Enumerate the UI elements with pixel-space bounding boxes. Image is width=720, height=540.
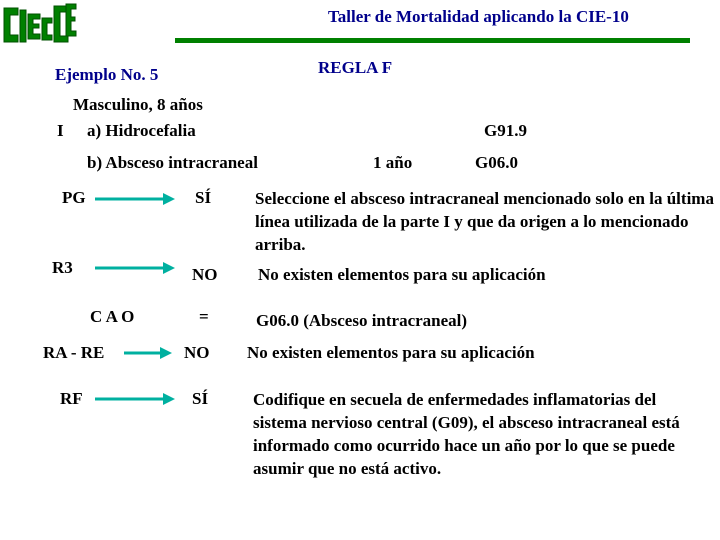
row-explanation-rf: Codifique en secuela de enfermedades inflamatorias del sistema nervioso central (G09), el absceso intracraneal está informado como ocurrido hace un año por lo que se puede asumir que no está activo. — [253, 390, 680, 478]
example-label: Ejemplo No. 5 — [55, 65, 159, 84]
row-label-pg: PG — [62, 188, 86, 207]
arrow-right-icon — [124, 346, 174, 360]
arrow-right-icon — [95, 392, 177, 406]
arrow-right-icon — [95, 192, 177, 206]
row-explanation-r3: No existen elementos para su aplicación — [258, 265, 546, 284]
row-explanation-pg: Seleccione el absceso intracraneal mencionado solo en la última línea utilizada de la parte I y que da origen a lo mencionado arriba. — [255, 189, 714, 254]
arrow-right-icon — [95, 261, 177, 275]
part-roman: I — [57, 121, 64, 140]
row-answer-r3: NO — [192, 265, 218, 284]
cause-b-interval: 1 año — [373, 153, 413, 172]
cause-b-code: G06.0 — [475, 153, 518, 172]
row-answer-cao: = — [199, 307, 209, 326]
row-explanation-ra-re: No existen elementos para su aplicación — [247, 343, 535, 362]
row-explanation-cao: G06.0 (Absceso intracraneal) — [256, 311, 468, 330]
row-answer-rf: SÍ — [192, 389, 209, 408]
cause-b: b) Absceso intracraneal — [87, 153, 258, 172]
cause-a: a) Hidrocefalia — [87, 121, 196, 140]
row-label-r3: R3 — [52, 258, 73, 277]
row-label-ra-re: RA - RE — [43, 343, 105, 362]
rule-label: REGLA F — [318, 58, 393, 77]
row-label-rf: RF — [60, 389, 83, 408]
row-answer-ra-re: NO — [184, 343, 210, 362]
patient-info: Masculino, 8 años — [73, 95, 203, 114]
row-label-cao: C A O — [90, 307, 135, 326]
row-answer-pg: SÍ — [195, 188, 212, 207]
cause-a-code: G91.9 — [484, 121, 527, 140]
page-title: Taller de Mortalidad aplicando la CIE-10 — [328, 7, 629, 26]
header-divider — [175, 38, 690, 43]
ciece-logo-icon — [0, 0, 80, 52]
